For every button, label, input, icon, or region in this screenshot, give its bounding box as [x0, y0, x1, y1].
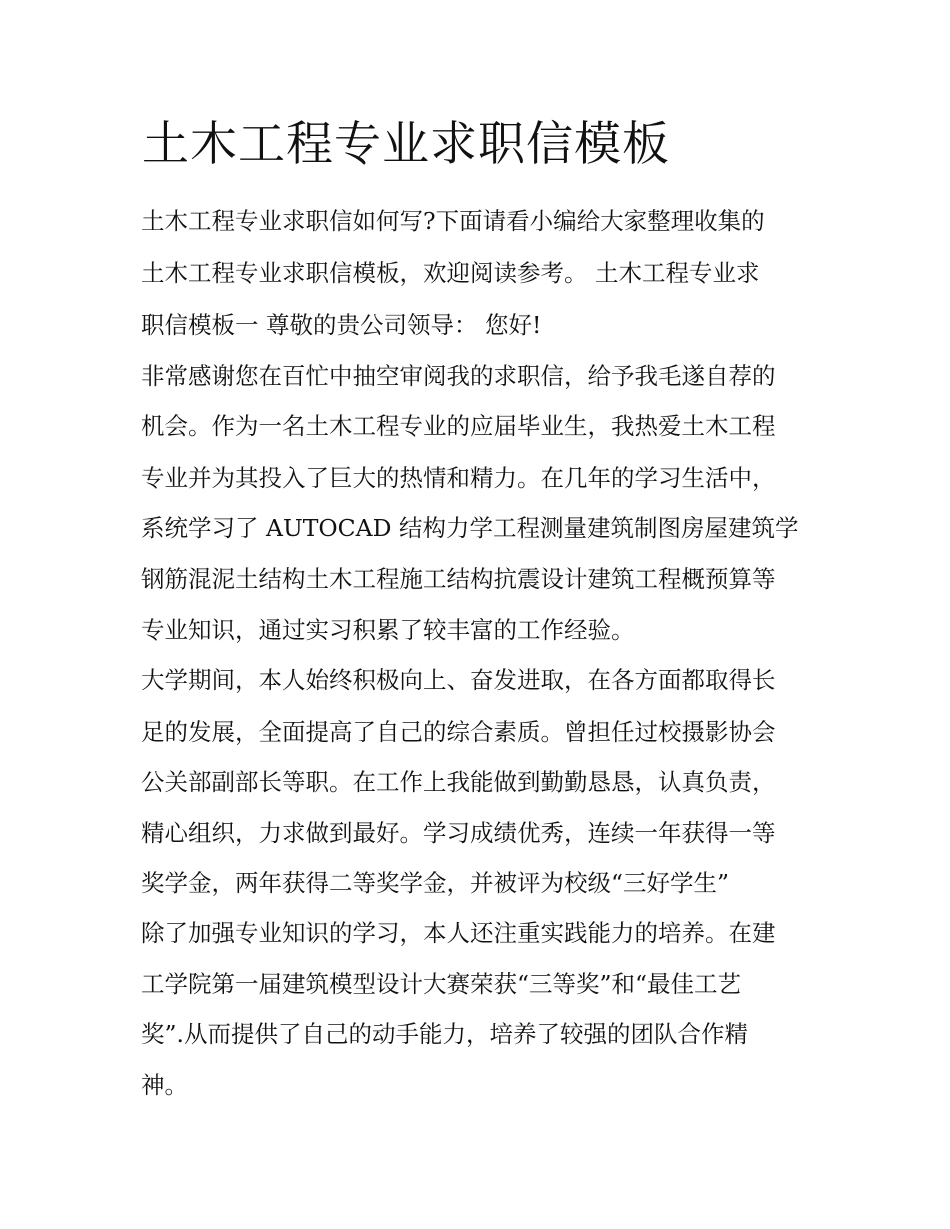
body-line-12: 公关部副部长等职。在工作上我能做到勤勤恳恳，认真负责， [141, 768, 776, 796]
document-title: 土木工程专业求职信模板 [142, 117, 670, 172]
body-line-11: 足的发展，全面提高了自己的综合素质。曾担任过校摄影协会 [141, 718, 776, 746]
body-line-10: 大学期间，本人始终积极向上、奋发进取，在各方面都取得长 [141, 666, 776, 694]
body-line-13: 精心组织，力求做到最好。学习成绩优秀，连续一年获得一等 [141, 819, 776, 847]
body-line-7: 系统学习了 AUTOCAD 结构力学工程测量建筑制图房屋建筑学 [141, 514, 799, 542]
body-line-16: 工学院第一届建筑模型设计大赛荣获“三等奖”和“最佳工艺 [141, 970, 742, 998]
body-line-9: 专业知识，通过实习积累了较丰富的工作经验。 [141, 616, 635, 644]
body-line-8: 钢筋混泥土结构土木工程施工结构抗震设计建筑工程概预算等 [141, 565, 776, 593]
body-line-18: 神。 [141, 1071, 188, 1099]
body-line-14: 奖学金，两年获得二等奖学金，并被评为校级“三好学生” [141, 869, 730, 897]
body-line-6: 专业并为其投入了巨大的热情和精力。在几年的学习生活中， [141, 464, 776, 492]
body-line-15: 除了加强专业知识的学习，本人还注重实践能力的培养。在建 [141, 919, 776, 947]
body-line-4: 非常感谢您在百忙中抽空审阅我的求职信，给予我毛遂自荐的 [141, 362, 776, 390]
body-line-1: 土木工程专业求职信如何写?下面请看小编给大家整理收集的 [141, 207, 765, 235]
body-line-2: 土木工程专业求职信模板，欢迎阅读参考。 土木工程专业求 [141, 259, 760, 287]
body-line-5: 机会。作为一名土木工程专业的应届毕业生，我热爱土木工程 [141, 412, 776, 440]
body-line-3: 职信模板一 尊敬的贵公司领导： 您好! [141, 311, 542, 339]
body-line-17: 奖”.从而提供了自己的动手能力，培养了较强的团队合作精 [141, 1020, 748, 1048]
